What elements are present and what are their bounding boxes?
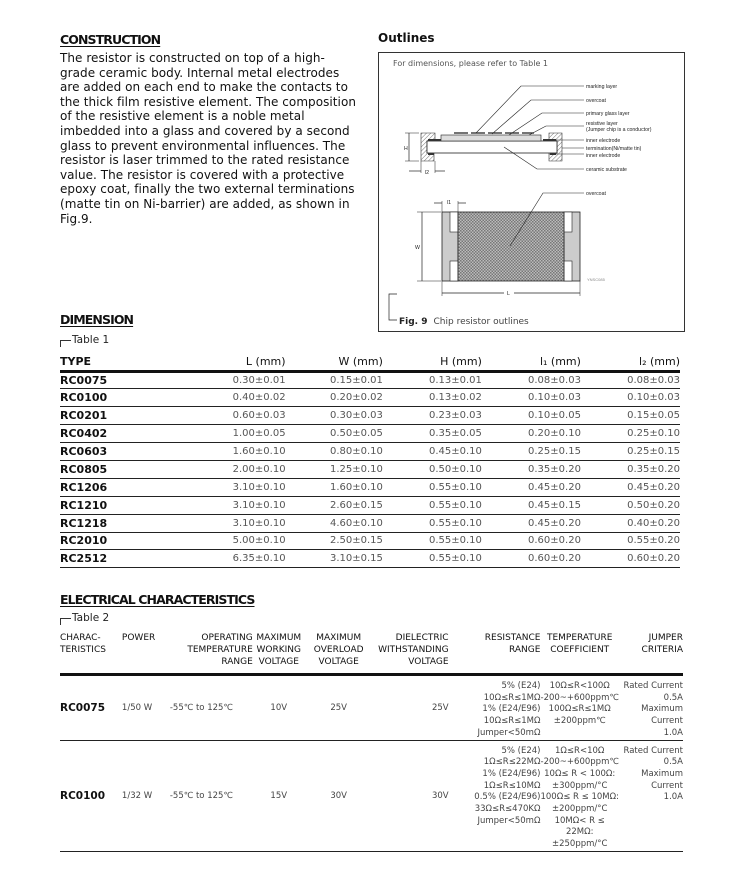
power-cell: 1/32 W: [122, 740, 170, 851]
column-header-line: OVERLOAD: [313, 645, 364, 655]
jumper-criteria-cell-line: Maximum: [641, 768, 683, 779]
dimension-cell: 0.60±0.20: [482, 550, 581, 568]
type-cell: RC1210: [60, 496, 168, 514]
construction-paragraph: The resistor is constructed on top of a high-grade ceramic body. Internal metal electrodes are added on each end to make the contacts to the thick film resistive element. The composition of the resistive element is a noble metal imbedded into a glass and covered by a second glass to prevent environmental influences. The resistor is laser trimmed to the rated resistance value. The resistor is covered with a protective epoxy coat, finally the two external terminations (matte tin on Ni-barrier) are added, as shown in Fig.9.: [60, 51, 356, 226]
dimension-cell: 0.23±0.03: [383, 407, 482, 425]
temperature-coefficient-cell-line: 22MΩ:: [565, 827, 594, 838]
dimension-cell: 0.60±0.03: [168, 407, 285, 425]
dimension-cell: 0.13±0.02: [383, 389, 482, 407]
temperature-coefficient-cell-line: 10Ω≤ R < 100Ω:: [544, 768, 616, 779]
dimension-cell: 0.60±0.20: [482, 532, 581, 550]
resistance-range-cell-line: 1Ω≤R≤10MΩ: [483, 780, 541, 791]
temperature-coefficient-cell-line: 100Ω≤R≤1MΩ: [548, 704, 611, 715]
column-header-line: CRITERIA: [641, 645, 683, 655]
dimension-cell: 0.10±0.03: [581, 389, 680, 407]
dimension-cell: 0.55±0.10: [383, 496, 482, 514]
overcoat-area: [458, 212, 564, 281]
dimension-cell: 3.10±0.10: [168, 514, 285, 532]
dimension-cell: 0.45±0.20: [482, 478, 581, 496]
column-header: [253, 632, 305, 675]
type-cell: RC2010: [60, 532, 168, 550]
table-row: [60, 425, 680, 443]
dimension-cell: 0.10±0.05: [482, 407, 581, 425]
dimension-cell: 2.00±0.10: [168, 460, 285, 478]
temperature-coefficient-cell: [540, 740, 618, 851]
dimension-cell: 1.25±0.10: [286, 460, 383, 478]
resistance-range-cell-line: Jumper<50mΩ: [477, 727, 541, 738]
overload-voltage-cell: 30V: [305, 740, 373, 851]
dimension-l-label: L: [507, 291, 510, 297]
temperature-range-cell: -55℃ to 125℃: [170, 675, 253, 741]
dimension-cell: 0.45±0.20: [482, 514, 581, 532]
column-header-line: VOLTAGE: [258, 657, 299, 667]
temperature-coefficient-cell-line: -200~+600ppm℃: [540, 757, 619, 768]
temperature-coefficient-cell-line: 1Ω≤R<10Ω: [555, 745, 605, 756]
dimension-cell: 0.25±0.15: [581, 443, 680, 461]
type-cell: RC0402: [60, 425, 168, 443]
figure-note: For dimensions, please refer to Table 1: [393, 59, 548, 68]
column-header-line: RANGE: [509, 645, 541, 655]
dimension-cell: 0.55±0.10: [383, 514, 482, 532]
dimension-cell: 0.25±0.10: [581, 425, 680, 443]
label-inner-electrode-bottom: inner electrode: [586, 153, 621, 159]
temperature-coefficient-cell-line: 100Ω≤ R ≤ 10MΩ:: [540, 792, 619, 803]
dimension-cell: 0.20±0.10: [482, 425, 581, 443]
column-header: [540, 632, 618, 675]
column-header: [122, 632, 170, 675]
jumper-criteria-cell-line: Rated Current: [623, 745, 683, 756]
dimension-cell: 0.50±0.20: [581, 496, 680, 514]
dimension-heading: DIMENSION: [60, 312, 134, 327]
cross-section-view: [404, 84, 652, 176]
column-header-line: DIELECTRIC: [395, 633, 449, 643]
dimension-cell: 0.80±0.10: [286, 443, 383, 461]
column-header-line: TEMPERATURE: [546, 633, 613, 643]
column-header-line: WITHSTANDING: [378, 645, 449, 655]
jumper-criteria-cell: [619, 740, 683, 851]
dielectric-voltage-cell: 30V: [373, 740, 449, 851]
resistance-range-cell-line: 0.5% (E24/E96): [474, 792, 541, 803]
dimension-cell: 0.35±0.20: [482, 460, 581, 478]
resistance-range-cell-line: Jumper<50mΩ: [477, 815, 541, 826]
dimension-cell: 3.10±0.15: [286, 550, 383, 568]
electrical-characteristics-table: [60, 632, 683, 852]
dimension-cell: 0.50±0.05: [286, 425, 383, 443]
type-cell: RC0100: [60, 389, 168, 407]
dimension-cell: 6.35±0.10: [168, 550, 285, 568]
figure-number: Fig. 9: [399, 317, 428, 327]
resistance-range-cell: [449, 675, 541, 741]
table-row: [60, 460, 680, 478]
dimension-cell: 0.55±0.10: [383, 550, 482, 568]
resistance-range-cell: [449, 740, 541, 851]
table-row: [60, 443, 680, 461]
type-cell: RC0603: [60, 443, 168, 461]
column-header-line: WORKING: [256, 645, 301, 655]
figure-9-chip-resistor-outlines: [378, 52, 685, 332]
table-row: [60, 389, 680, 407]
dielectric-voltage-cell: 25V: [373, 675, 449, 741]
table-1-label: Table 1: [60, 334, 109, 346]
temperature-range-cell: -55℃ to 125℃: [170, 740, 253, 851]
column-header: [449, 632, 541, 675]
inner-electrode-top-left: [428, 139, 441, 141]
type-cell: RC1218: [60, 514, 168, 532]
resistance-range-cell-line: 1Ω≤R≤22MΩ: [483, 757, 541, 768]
dimension-cell: 1.60±0.10: [286, 478, 383, 496]
resistance-range-cell-line: 33Ω≤R≤470KΩ: [474, 804, 541, 815]
power-cell: 1/50 W: [122, 675, 170, 741]
dimension-h-label: H: [404, 146, 408, 152]
table-row: [60, 478, 680, 496]
dimension-l2-label: l2: [425, 170, 430, 176]
column-header: H (mm): [383, 353, 482, 371]
dimension-cell: 0.10±0.03: [482, 389, 581, 407]
column-header: L (mm): [168, 353, 285, 371]
working-voltage-cell: 10V: [253, 675, 305, 741]
inner-electrode-bottom-right: [550, 153, 556, 155]
column-header-line: OPERATING: [201, 633, 253, 643]
dimension-cell: 4.60±0.10: [286, 514, 383, 532]
dimension-cell: 0.55±0.20: [581, 532, 680, 550]
construction-heading: CONSTRUCTION: [60, 32, 161, 47]
type-cell: RC1206: [60, 478, 168, 496]
table-2-label: Table 2: [60, 612, 109, 624]
table-row: [60, 496, 680, 514]
dimension-cell: 0.08±0.03: [581, 371, 680, 389]
temperature-coefficient-cell-line: -200~+600ppm℃: [540, 692, 619, 703]
label-inner-electrode-top: inner electrode: [586, 138, 621, 144]
dimension-cell: 0.45±0.15: [482, 496, 581, 514]
jumper-criteria-cell-line: 1.0A: [663, 792, 683, 803]
column-header-line: RESISTANCE: [484, 633, 541, 643]
temperature-coefficient-cell: [540, 675, 618, 741]
dimension-cell: 0.30±0.01: [168, 371, 285, 389]
dimension-cell: 0.20±0.02: [286, 389, 383, 407]
top-view: [415, 191, 606, 297]
column-header: [619, 632, 683, 675]
dimension-cell: 0.15±0.05: [581, 407, 680, 425]
inner-electrode-top-right: [543, 139, 556, 141]
column-header-line: RANGE: [221, 657, 253, 667]
table-row: [60, 514, 680, 532]
resistive-layer: [441, 135, 541, 141]
dimension-cell: 2.60±0.15: [286, 496, 383, 514]
jumper-criteria-cell-line: 0.5A: [663, 757, 683, 768]
jumper-criteria-cell-line: 0.5A: [663, 692, 683, 703]
column-header-line: MAXIMUM: [256, 633, 302, 643]
column-header: TYPE: [60, 353, 168, 371]
label-primary-glass-layer: primary glass layer: [586, 111, 630, 117]
column-header: [60, 632, 122, 675]
dimension-l1-label: l1: [447, 200, 452, 206]
label-marking-layer: marking layer: [586, 84, 618, 90]
resistance-range-cell-line: 10Ω≤R≤1MΩ: [483, 692, 541, 703]
dimension-cell: 0.50±0.10: [383, 460, 482, 478]
column-header: [170, 632, 253, 675]
type-cell: RC0075: [60, 371, 168, 389]
dimension-cell: 3.10±0.10: [168, 496, 285, 514]
resistance-range-cell-line: 5% (E24): [501, 681, 541, 691]
column-header-line: TERISTICS: [60, 645, 106, 655]
table-row: [60, 371, 680, 389]
column-header-line: VOLTAGE: [408, 657, 449, 667]
ceramic-substrate: [427, 141, 557, 153]
temperature-coefficient-cell-line: ±200ppm℃: [553, 716, 606, 727]
dimension-table: [60, 353, 680, 568]
dimension-cell: 3.10±0.10: [168, 478, 285, 496]
outlines-heading: Outlines: [378, 31, 435, 45]
jumper-criteria-cell-line: Maximum: [641, 704, 683, 715]
column-header-line: TEMPERATURE: [187, 645, 253, 655]
table-row: [60, 407, 680, 425]
temperature-coefficient-cell-line: ±300ppm/°C: [551, 780, 608, 791]
dimension-cell: 0.13±0.01: [383, 371, 482, 389]
outline-diagram: [379, 53, 686, 333]
dimension-cell: 2.50±0.15: [286, 532, 383, 550]
type-cell: RC0100: [60, 740, 122, 851]
column-header: W (mm): [286, 353, 383, 371]
temperature-coefficient-cell-line: 10MΩ< R ≤: [554, 815, 605, 826]
column-header: [373, 632, 449, 675]
dimension-cell: 5.00±0.10: [168, 532, 285, 550]
dimension-cell: 0.40±0.20: [581, 514, 680, 532]
type-cell: RC0075: [60, 675, 122, 741]
temperature-coefficient-cell-line: ±200ppm/°C: [551, 804, 608, 815]
table-row: [60, 550, 680, 568]
column-header-line: CHARAC-: [60, 633, 101, 643]
label-ceramic-substrate: ceramic substrate: [586, 167, 627, 173]
dimension-cell: 0.40±0.02: [168, 389, 285, 407]
type-cell: RC0201: [60, 407, 168, 425]
jumper-criteria-cell-line: 1.0A: [663, 727, 683, 738]
table-row: [60, 675, 683, 741]
column-header: [305, 632, 373, 675]
label-overcoat-top: overcoat: [586, 191, 606, 197]
dimension-cell: 0.25±0.15: [482, 443, 581, 461]
dimension-cell: 1.60±0.10: [168, 443, 285, 461]
working-voltage-cell: 15V: [253, 740, 305, 851]
column-header-line: JUMPER: [648, 633, 683, 643]
dimension-cell: 0.45±0.20: [581, 478, 680, 496]
resistance-range-cell-line: 10Ω≤R≤1MΩ: [483, 716, 541, 727]
electrical-table-header: [60, 632, 683, 675]
inner-electrode-bottom-left: [428, 153, 434, 155]
label-resistive-layer: resistive layer: [586, 121, 618, 127]
dimension-cell: 0.55±0.10: [383, 478, 482, 496]
dimension-cell: 0.30±0.03: [286, 407, 383, 425]
dimension-table-header: [60, 353, 680, 371]
dimension-cell: 0.35±0.20: [581, 460, 680, 478]
dimension-cell: 0.35±0.05: [383, 425, 482, 443]
dimension-cell: 0.45±0.10: [383, 443, 482, 461]
temperature-coefficient-cell-line: ±250ppm/°C: [551, 839, 608, 850]
jumper-criteria-cell-line: Current: [651, 780, 683, 791]
overload-voltage-cell: 25V: [305, 675, 373, 741]
dimension-cell: 0.60±0.20: [581, 550, 680, 568]
resistance-range-cell-line: 1% (E24/E96): [482, 768, 541, 779]
dimension-cell: 0.15±0.01: [286, 371, 383, 389]
label-overcoat: overcoat: [586, 98, 606, 104]
label-jumper-note: (Jumper chip is a conductor): [586, 127, 652, 133]
column-header-line: COEFFICIENT: [550, 645, 610, 655]
type-cell: RC2512: [60, 550, 168, 568]
figure-caption: [399, 317, 529, 327]
dimension-cell: 0.08±0.03: [482, 371, 581, 389]
column-header: l₁ (mm): [482, 353, 581, 371]
type-cell: RC0805: [60, 460, 168, 478]
column-header-line: VOLTAGE: [318, 657, 359, 667]
table-row: [60, 740, 683, 851]
jumper-criteria-cell-line: Rated Current: [623, 681, 683, 691]
label-termination: termination(Ni/matte tin): [586, 146, 642, 152]
jumper-criteria-cell: [619, 675, 683, 741]
table-row: [60, 532, 680, 550]
column-header-line: POWER: [121, 633, 156, 643]
figure-caption-text: Chip resistor outlines: [433, 317, 529, 327]
dimension-cell: 1.00±0.05: [168, 425, 285, 443]
temperature-coefficient-cell-line: 10Ω≤R<100Ω: [549, 681, 610, 691]
resistance-range-cell-line: 1% (E24/E96): [482, 704, 541, 715]
reference-code: YNSC085: [587, 277, 605, 282]
dimension-w-label: W: [415, 245, 420, 251]
jumper-criteria-cell-line: Current: [651, 716, 683, 727]
dimension-cell: 0.55±0.10: [383, 532, 482, 550]
resistance-range-cell-line: 5% (E24): [501, 745, 541, 756]
column-header-line: MAXIMUM: [316, 633, 362, 643]
electrical-characteristics-heading: ELECTRICAL CHARACTERISTICS: [60, 592, 255, 607]
column-header: l₂ (mm): [581, 353, 680, 371]
